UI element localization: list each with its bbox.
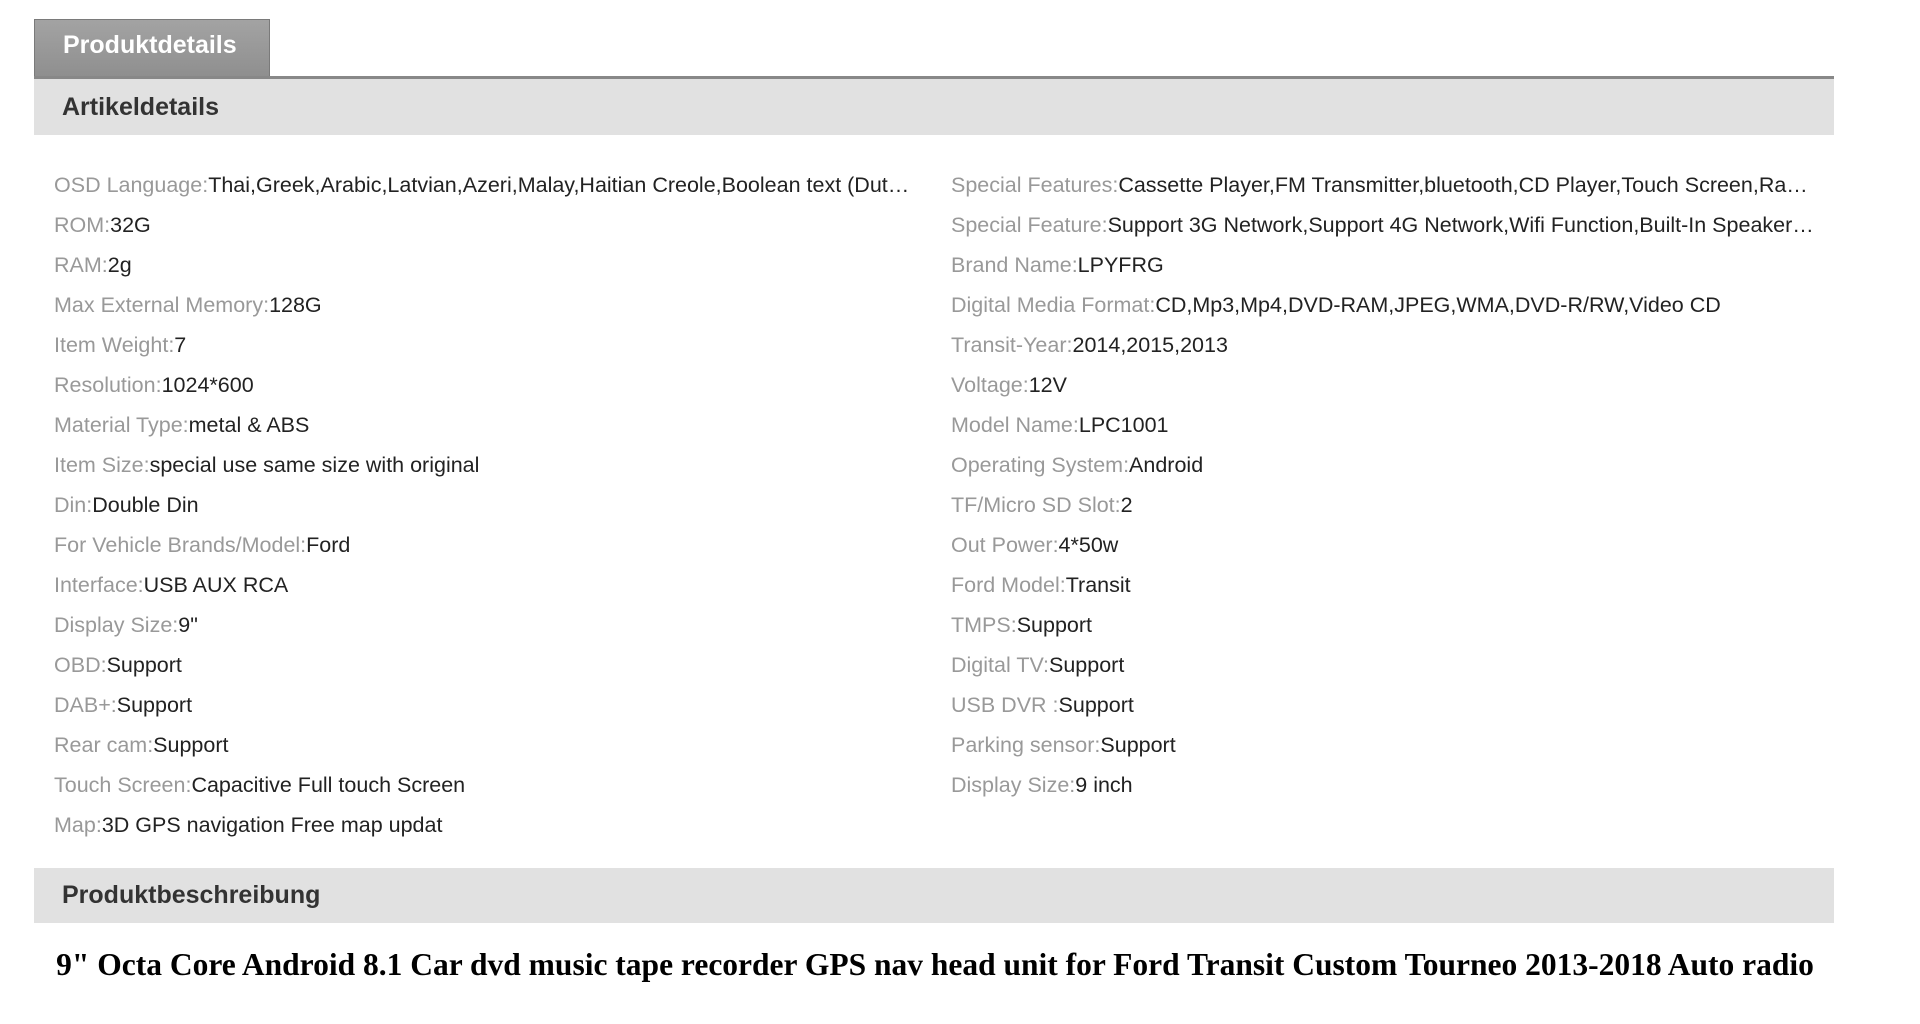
spec-value: 2g	[107, 253, 132, 277]
spec-value: metal & ABS	[188, 413, 310, 437]
spec-label: USB DVR :	[951, 693, 1059, 717]
spec-value: LPC1001	[1078, 413, 1169, 437]
spec-label: Din:	[54, 493, 93, 517]
spec-row-map	[54, 808, 924, 848]
spec-row-rom	[54, 208, 924, 248]
spec-value: special use same size with original	[149, 453, 480, 477]
spec-row-ford-model	[951, 568, 1831, 608]
spec-row-display-size-inch	[951, 768, 1831, 808]
spec-value: 128G	[269, 293, 322, 317]
spec-label: Special Feature:	[951, 213, 1108, 237]
spec-row-interface	[54, 568, 924, 608]
spec-row-item-size	[54, 448, 924, 488]
spec-value: USB AUX RCA	[143, 573, 289, 597]
spec-row-tmps	[951, 608, 1831, 648]
spec-label: Transit-Year:	[951, 333, 1073, 357]
spec-value: Support	[153, 733, 229, 757]
spec-label: Material Type:	[54, 413, 189, 437]
spec-row-osd-language	[54, 168, 924, 208]
spec-label: Interface:	[54, 573, 144, 597]
spec-value: Support	[1016, 613, 1093, 637]
spec-value: Capacitive Full touch Screen	[191, 773, 466, 797]
spec-value: 12V	[1028, 373, 1067, 397]
spec-value: Support	[1048, 653, 1125, 677]
spec-row-model-name	[951, 408, 1831, 448]
spec-list-left	[54, 168, 924, 848]
spec-label: Item Weight:	[54, 333, 175, 357]
spec-value: Double Din	[92, 493, 199, 517]
spec-value: Transit	[1065, 573, 1131, 597]
spec-row-usb-dvr	[951, 688, 1831, 728]
spec-value: Support 3G Network,Support 4G Network,Wifi Function,Built-In Speaker…	[1107, 213, 1814, 237]
spec-label: Brand Name:	[951, 253, 1078, 277]
spec-row-digital-tv	[951, 648, 1831, 688]
spec-label: Touch Screen:	[54, 773, 192, 797]
spec-row-vehicle-brands	[54, 528, 924, 568]
spec-label: Display Size:	[951, 773, 1076, 797]
spec-value: 9 inch	[1075, 773, 1133, 797]
spec-row-voltage	[951, 368, 1831, 408]
spec-value: 9"	[178, 613, 198, 637]
spec-row-transit-year	[951, 328, 1831, 368]
spec-value: 4*50w	[1058, 533, 1119, 557]
spec-row-touch-screen	[54, 768, 924, 808]
spec-value: CD,Mp3,Mp4,DVD-RAM,JPEG,WMA,DVD-R/RW,Video CD	[1155, 293, 1721, 317]
spec-label: Display Size:	[54, 613, 179, 637]
spec-label: Model Name:	[951, 413, 1079, 437]
spec-label: Voltage:	[951, 373, 1029, 397]
spec-row-digital-media-format	[951, 288, 1831, 328]
section-header-artikeldetails: Artikeldetails	[34, 79, 1834, 135]
spec-row-special-feature	[951, 208, 1831, 248]
spec-label: Digital Media Format:	[951, 293, 1156, 317]
spec-label: For Vehicle Brands/Model:	[54, 533, 307, 557]
spec-value: 1024*600	[161, 373, 254, 397]
spec-label: Out Power:	[951, 533, 1059, 557]
spec-label: TF/Micro SD Slot:	[951, 493, 1121, 517]
spec-value: 32G	[110, 213, 151, 237]
spec-row-display-size	[54, 608, 924, 648]
spec-label: RAM:	[54, 253, 108, 277]
spec-label: OBD:	[54, 653, 107, 677]
spec-row-ram	[54, 248, 924, 288]
spec-label: Max External Memory:	[54, 293, 270, 317]
spec-row-din	[54, 488, 924, 528]
spec-label: Digital TV:	[951, 653, 1049, 677]
product-description-title: 9" Octa Core Android 8.1 Car dvd music tape recorder GPS nav head unit for Ford Transit Custom Tourneo 2013-2018 Auto radio	[56, 947, 1814, 982]
spec-value: LPYFRG	[1077, 253, 1164, 277]
spec-row-operating-system	[951, 448, 1831, 488]
spec-row-brand-name	[951, 248, 1831, 288]
spec-label: Operating System:	[951, 453, 1130, 477]
spec-value: Android	[1129, 453, 1204, 477]
spec-label: Resolution:	[54, 373, 162, 397]
spec-value: Thai,Greek,Arabic,Latvian,Azeri,Malay,Haitian Creole,Boolean text (Dut…	[208, 173, 910, 197]
spec-value: 2014,2015,2013	[1072, 333, 1228, 357]
spec-value: Ford	[306, 533, 351, 557]
spec-value: Support	[116, 693, 193, 717]
spec-label: Ford Model:	[951, 573, 1066, 597]
spec-label: Item Size:	[54, 453, 150, 477]
spec-list-right	[951, 168, 1831, 808]
spec-row-max-external-memory	[54, 288, 924, 328]
spec-label: Map:	[54, 813, 102, 837]
spec-label: DAB+:	[54, 693, 117, 717]
spec-value: Cassette Player,FM Transmitter,bluetooth,CD Player,Touch Screen,Ra…	[1118, 173, 1808, 197]
spec-row-special-features	[951, 168, 1831, 208]
spec-value: Support	[1058, 693, 1134, 717]
tab-produktdetails[interactable]: Produktdetails	[34, 19, 270, 76]
spec-row-item-weight	[54, 328, 924, 368]
spec-row-dab	[54, 688, 924, 728]
spec-row-out-power	[951, 528, 1831, 568]
spec-row-rear-cam	[54, 728, 924, 768]
spec-row-material-type	[54, 408, 924, 448]
spec-label: TMPS:	[951, 613, 1017, 637]
spec-row-parking-sensor	[951, 728, 1831, 768]
spec-value: 3D GPS navigation Free map updat	[101, 813, 443, 837]
spec-label: Parking sensor:	[951, 733, 1101, 757]
spec-value: 2	[1120, 493, 1133, 517]
spec-row-obd	[54, 648, 924, 688]
spec-row-sd-slot	[951, 488, 1831, 528]
spec-row-resolution	[54, 368, 924, 408]
section-header-produktbeschreibung: Produktbeschreibung	[34, 868, 1834, 923]
spec-value: Support	[106, 653, 182, 677]
spec-value: Support	[1100, 733, 1176, 757]
spec-label: Rear cam:	[54, 733, 154, 757]
spec-label: Special Features:	[951, 173, 1119, 197]
spec-label: ROM:	[54, 213, 111, 237]
spec-label: OSD Language:	[54, 173, 209, 197]
spec-value: 7	[174, 333, 187, 357]
tab-bar	[34, 19, 1834, 79]
